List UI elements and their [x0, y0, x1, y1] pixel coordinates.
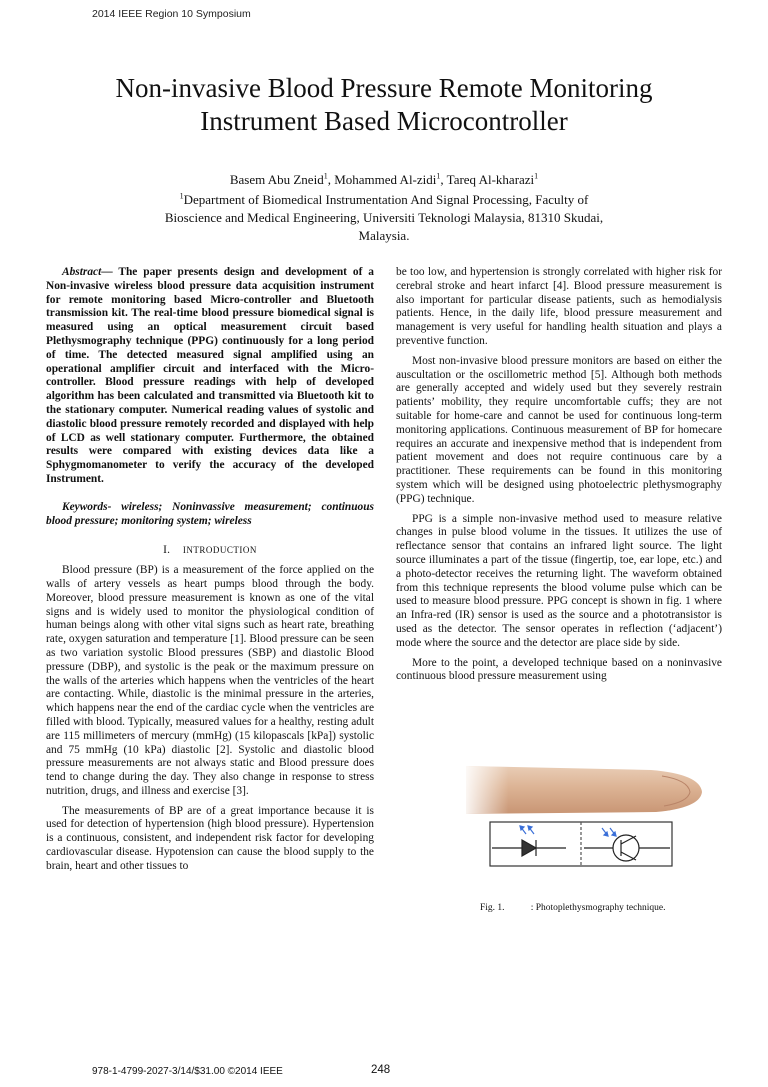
- finger-image: [466, 766, 702, 814]
- paragraph: The measurements of BP are of a great importance because it is used for detection of hypertension (high blood pressure). Hypertension is a continuous, consistent, and independent risk factor for developing cardiovascular disease. Hypotension can cause the blood supply to the brain, heart and other tissues to: [46, 804, 374, 872]
- paragraph: PPG is a simple non-invasive method used to measure relative changes in pulse blood volume in the tissues. It utilizes the use of reflectance sensor that contains an infrared light source. The light source illuminates a part of the tissue (fingertip, toe, ear lope, etc.) and a photo-detector receives the returning light. The waveform obtained from this technique represents the blood volume pulse which can be used to measure blood pressure. PPG concept is shown in fig. 1 where an Infra-red (IR) sensor is used as the source and a phototransistor is used as the detector. The sensor operates in reflection (‘adjacent’) mode where the source and the detector are place side by side.: [396, 512, 722, 649]
- author-2: , Mohammed Al-zidi: [327, 172, 437, 187]
- title-line-1: Non-invasive Blood Pressure Remote Monitoring: [115, 73, 653, 103]
- conference-header: 2014 IEEE Region 10 Symposium: [92, 8, 251, 20]
- sensor-circuit: [490, 822, 672, 866]
- left-column: [46, 266, 374, 874]
- footer-isbn: 978-1-4799-2027-3/14/$31.00 ©2014 IEEE: [92, 1066, 283, 1077]
- page-number: 248: [371, 1064, 391, 1076]
- author-1: Basem Abu Zneid: [229, 172, 324, 187]
- author-3: , Tareq Al-kharazi: [440, 172, 535, 187]
- affiliation: $^1$Department of Biomedical Instrumentation And Signal Processing, Faculty of Bioscience and Medical Engineering, Universiti Teknologi Malaysia, 81310 Skudai, Malaysia.: [164, 191, 604, 243]
- keywords: Keywords- wireless; Noninvassive measurement; continuous blood pressure; monitoring system; wireless: [46, 500, 374, 527]
- section-heading: I. INTRODUCTION: [163, 544, 257, 557]
- abstract: Abstract— The paper presents design and development of a Non-invasive wireless blood pressure data acquisition instrument for remote monitoring based Micro-controller and Bluetooth transmission kit. The real-time blood pressure biomedical signal is measured using an optical measurement circuit based Plethysmography technique (PPG) continuously for a long period of time. The detected measured signal amplified using an operational amplifier circuit and interfaced with the Micro-controller. Blood pressure readings with help of developed algorithm has been calculated and transmitted via Bluetooth kit to the stationary computer. Numerical reading values of systolic and diastolic blood pressure remotely recorded and displayed with help of LCD as well stationary computer. Furthermore, the obtained results were compared with existing devices data like a Sphygmomanometer to verify the accuracy of the developed Instrument.: [46, 266, 374, 485]
- author-list: Basem Abu Zneid$^1$, Mohammed Al-zidi$^1$, Tareq Al-kharazi$^1$: [229, 171, 539, 187]
- paper-title: [40, 72, 728, 138]
- right-column: [396, 266, 722, 684]
- figure-ppg: [466, 762, 706, 887]
- title-line-2: Instrument Based Microcontroller: [200, 106, 568, 136]
- figure-caption: Fig. 1. : Photoplethysmography technique.: [480, 903, 666, 913]
- paragraph: Blood pressure (BP) is a measurement of the force applied on the walls of artery vessels as heart pumps blood through the body. Moreover, blood pressure measurement is known as one of the vital signs and is widely used to monitor the physiological condition of human beings along with other vital signs such as heart rate, breathing rate, oxygen saturation and temperature [1]. Blood pressure can be seen as two variation systolic Blood pressures (SBP) and diastolic Blood pressure (DBP), and systolic is the peak or the maximum pressure on the walls of the arteries which happens when the ventricles of the heart are contacting. While, diastolic is the minimal pressure in the arteries, which happens near the end of the cardiac cycle when the ventricles are filled with blood. Typically, measured values for a healthy, resting adult are 115 millimeters of mercury (mmHg) (15 kilopascals [kPa]) systolic and 75 mmHg (10 kPa) diastolic [2]. Systolic and diastolic blood pressure measurements are not always static and Blood pressure does tend to change during the day. They also change in response to stress nutrition, drugs, and illness and exercise [3].: [46, 564, 374, 797]
- paragraph: be too low, and hypertension is strongly correlated with higher risk for cerebral stroke and heart infarct [4]. Blood pressure measurement is also important for particular disease patients, such as hemodialysis patients. Hence, in the daily life, blood pressure measurement and management is very useful for handling health situation and plays a preventive function.: [396, 266, 722, 347]
- paragraph: Most non-invasive blood pressure monitors are based on either the auscultation or the oscillometric method [5]. Although both methods are generally accepted and widely used but they severely restrain patients’ mobility, they require uncomfortable cuffs; they are not suitable for home-care and cannot be used for continuous long-term monitoring applications. Continuous measurement of BP for homecare requires an accurate and inexpensive method that is independent from patient movement and does not require continuous care by a practitioner. These requirements can be found in this monitoring system which will be designed using photoelectric plethysmography (PPG) technique.: [396, 354, 722, 505]
- paragraph: More to the point, a developed technique based on a noninvasive continuous blood pressure measurement using: [396, 656, 722, 683]
